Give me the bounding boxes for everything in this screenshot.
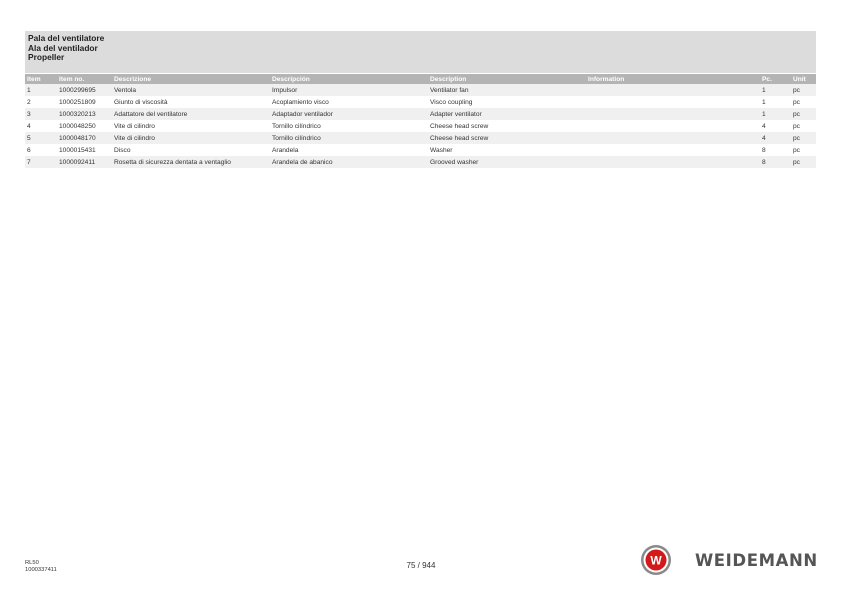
header-unit: Unit (791, 74, 816, 84)
header-pc: Pc. (760, 74, 791, 84)
page-number: 75 / 944 (406, 561, 436, 570)
cell-descripcion: Impulsor (270, 84, 428, 96)
cell-item-no: 1000092411 (57, 156, 112, 168)
cell-description: Washer (428, 144, 586, 156)
table-row (25, 144, 816, 156)
cell-item-no: 1000048250 (57, 120, 112, 132)
cell-information (586, 120, 760, 132)
cell-description: Adapter ventilator (428, 108, 586, 120)
cell-item-no: 1000299695 (57, 84, 112, 96)
cell-item-no: 1000048170 (57, 132, 112, 144)
cell-pc: 1 (760, 84, 791, 96)
cell-pc: 1 (760, 96, 791, 108)
logo-mark-letter: W (650, 553, 662, 568)
header-description: Description (428, 74, 586, 84)
header-descripcion: Descripción (270, 74, 428, 84)
cell-description: Cheese head screw (428, 132, 586, 144)
cell-information (586, 144, 760, 156)
footer-model: RL50 (25, 560, 39, 566)
cell-unit: pc (791, 132, 816, 144)
table-row (25, 156, 816, 168)
cell-unit: pc (791, 96, 816, 108)
cell-unit: pc (791, 120, 816, 132)
cell-descripcion: Acoplamiento visco (270, 96, 428, 108)
cell-item-no: 1000015431 (57, 144, 112, 156)
title-italian: Pala del ventilatore (28, 33, 105, 43)
section-title-block (25, 31, 816, 73)
cell-pc: 4 (760, 132, 791, 144)
title-english: Propeller (28, 52, 65, 63)
cell-pc: 1 (760, 108, 791, 120)
cell-pc: 8 (760, 144, 791, 156)
cell-item: 5 (25, 132, 57, 144)
cell-description: Ventilator fan (428, 84, 586, 96)
cell-information (586, 156, 760, 168)
table-row (25, 84, 816, 96)
cell-unit: pc (791, 156, 816, 168)
cell-descripcion: Adaptador ventilador (270, 108, 428, 120)
cell-pc: 4 (760, 120, 791, 132)
table-header-row (25, 74, 816, 84)
header-descrizione: Descrizione (112, 74, 270, 84)
header-item-no: Item no. (57, 74, 112, 84)
cell-descrizione: Vite di cilindro (112, 120, 270, 132)
cell-information (586, 84, 760, 96)
cell-descripcion: Arandela de abanico (270, 156, 428, 168)
table-row (25, 120, 816, 132)
table-row (25, 132, 816, 144)
cell-description: Grooved washer (428, 156, 586, 168)
cell-pc: 8 (760, 156, 791, 168)
cell-descrizione: Disco (112, 144, 270, 156)
cell-item-no: 1000320213 (57, 108, 112, 120)
cell-unit: pc (791, 84, 816, 96)
cell-information (586, 132, 760, 144)
weidemann-logo-icon (640, 544, 672, 576)
header-information: Information (586, 74, 760, 84)
cell-item: 6 (25, 144, 57, 156)
cell-descrizione: Rosetta di sicurezza dentata a ventaglio (112, 156, 270, 168)
cell-descrizione: Ventola (112, 84, 270, 96)
cell-descripcion: Tornillo cilíndrico (270, 132, 428, 144)
cell-item: 2 (25, 96, 57, 108)
header-item: Item (25, 74, 57, 84)
table-row (25, 108, 816, 120)
title-spanish: Ala del ventilador (28, 42, 98, 53)
cell-item: 3 (25, 108, 57, 120)
cell-information (586, 96, 760, 108)
table-row (25, 96, 816, 108)
cell-description: Visco coupling (428, 96, 586, 108)
cell-unit: pc (791, 144, 816, 156)
parts-table (25, 74, 816, 168)
cell-descrizione: Giunto di viscosità (112, 96, 270, 108)
cell-item: 7 (25, 156, 57, 168)
cell-descripcion: Tornillo cilíndrico (270, 120, 428, 132)
cell-item-no: 1000251809 (57, 96, 112, 108)
brand-logo-text: WEIDEMANN (695, 551, 818, 570)
cell-descripcion: Arandela (270, 144, 428, 156)
cell-item: 4 (25, 120, 57, 132)
cell-descrizione: Vite di cilindro (112, 132, 270, 144)
cell-information (586, 108, 760, 120)
cell-descrizione: Adattatore del ventilatore (112, 108, 270, 120)
footer-doc-number: 1000337411 (25, 566, 57, 573)
cell-item: 1 (25, 84, 57, 96)
cell-unit: pc (791, 108, 816, 120)
cell-description: Cheese head screw (428, 120, 586, 132)
